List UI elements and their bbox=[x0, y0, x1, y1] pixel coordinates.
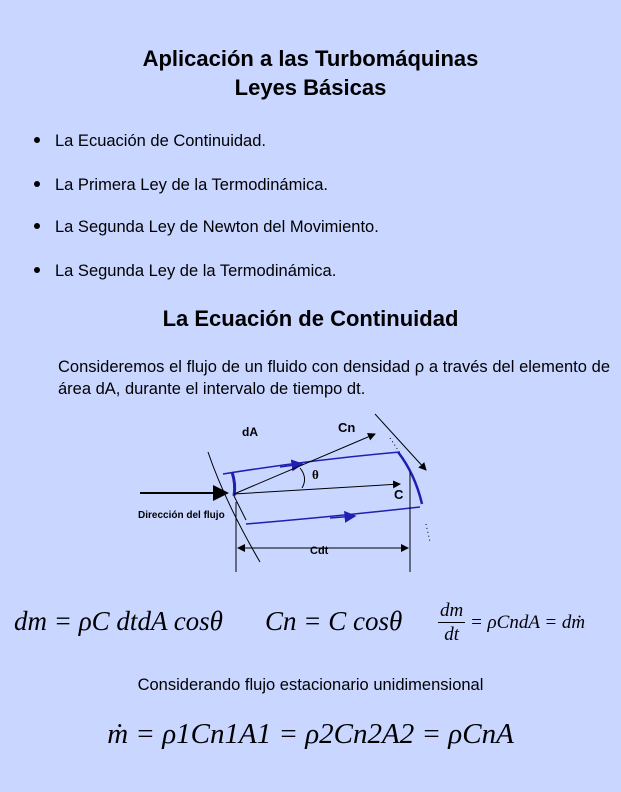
label-cdt: Cdt bbox=[310, 545, 329, 557]
label-direction: Dirección del flujo bbox=[138, 510, 225, 521]
guide-dashed-end bbox=[426, 524, 430, 542]
list-item-text: La Segunda Ley de Newton del Movimiento. bbox=[55, 218, 379, 236]
bullet-icon bbox=[34, 137, 40, 143]
cn-projection bbox=[375, 414, 426, 470]
label-da: dA bbox=[242, 425, 258, 439]
page-title bbox=[0, 44, 621, 102]
fraction-denominator: dt bbox=[444, 624, 459, 645]
equation-continuity: ṁ = ρ1Cn1A1 = ρ2Cn2A2 = ρCnA bbox=[107, 718, 514, 750]
fraction-numerator: dm bbox=[440, 600, 464, 621]
label-c: C bbox=[394, 487, 404, 502]
label-cn: Cn bbox=[338, 420, 356, 435]
velocity-cn-vector bbox=[234, 434, 375, 494]
bullet-icon bbox=[34, 223, 40, 229]
equation-mass-element: dm = ρC dtdA cosθ bbox=[14, 606, 223, 636]
velocity-c-vector bbox=[234, 484, 400, 494]
flow-diagram bbox=[130, 412, 450, 582]
equation-mass-flow-rhs: = ρCndA = dṁ bbox=[469, 611, 586, 633]
list-item bbox=[34, 132, 266, 151]
fraction-dm-dt bbox=[438, 600, 465, 647]
list-item-text: La Primera Ley de la Termodinámica. bbox=[55, 176, 328, 194]
list-item bbox=[34, 176, 328, 195]
equation-mass-flow bbox=[438, 600, 585, 647]
equation-normal-velocity: Cn = C cosθ bbox=[265, 606, 403, 636]
list-item bbox=[34, 262, 336, 281]
title-line-2: Leyes Básicas bbox=[234, 75, 387, 100]
guide-dashed bbox=[390, 438, 398, 450]
label-theta: θ bbox=[312, 467, 319, 482]
bullet-icon bbox=[34, 181, 40, 187]
section-paragraph: Consideremos el flujo de un fluido con densidad ρ a través del elemento de área dA, durante el intervalo de tiempo dt. bbox=[58, 358, 610, 398]
list-item-text: La Segunda Ley de la Termodinámica. bbox=[55, 262, 337, 280]
theta-arc bbox=[300, 468, 305, 488]
list-item bbox=[34, 218, 379, 237]
list-item-text: La Ecuación de Continuidad. bbox=[55, 132, 266, 150]
bullet-icon bbox=[34, 267, 40, 273]
steady-flow-note: Considerando flujo estacionario unidimensional bbox=[137, 676, 484, 694]
section-title: La Ecuación de Continuidad bbox=[162, 306, 459, 331]
title-line-1: Aplicación a las Turbomáquinas bbox=[142, 46, 479, 71]
area-element-da bbox=[232, 472, 235, 496]
streamline-bottom bbox=[246, 507, 420, 524]
flow-boundary-left bbox=[208, 452, 260, 562]
